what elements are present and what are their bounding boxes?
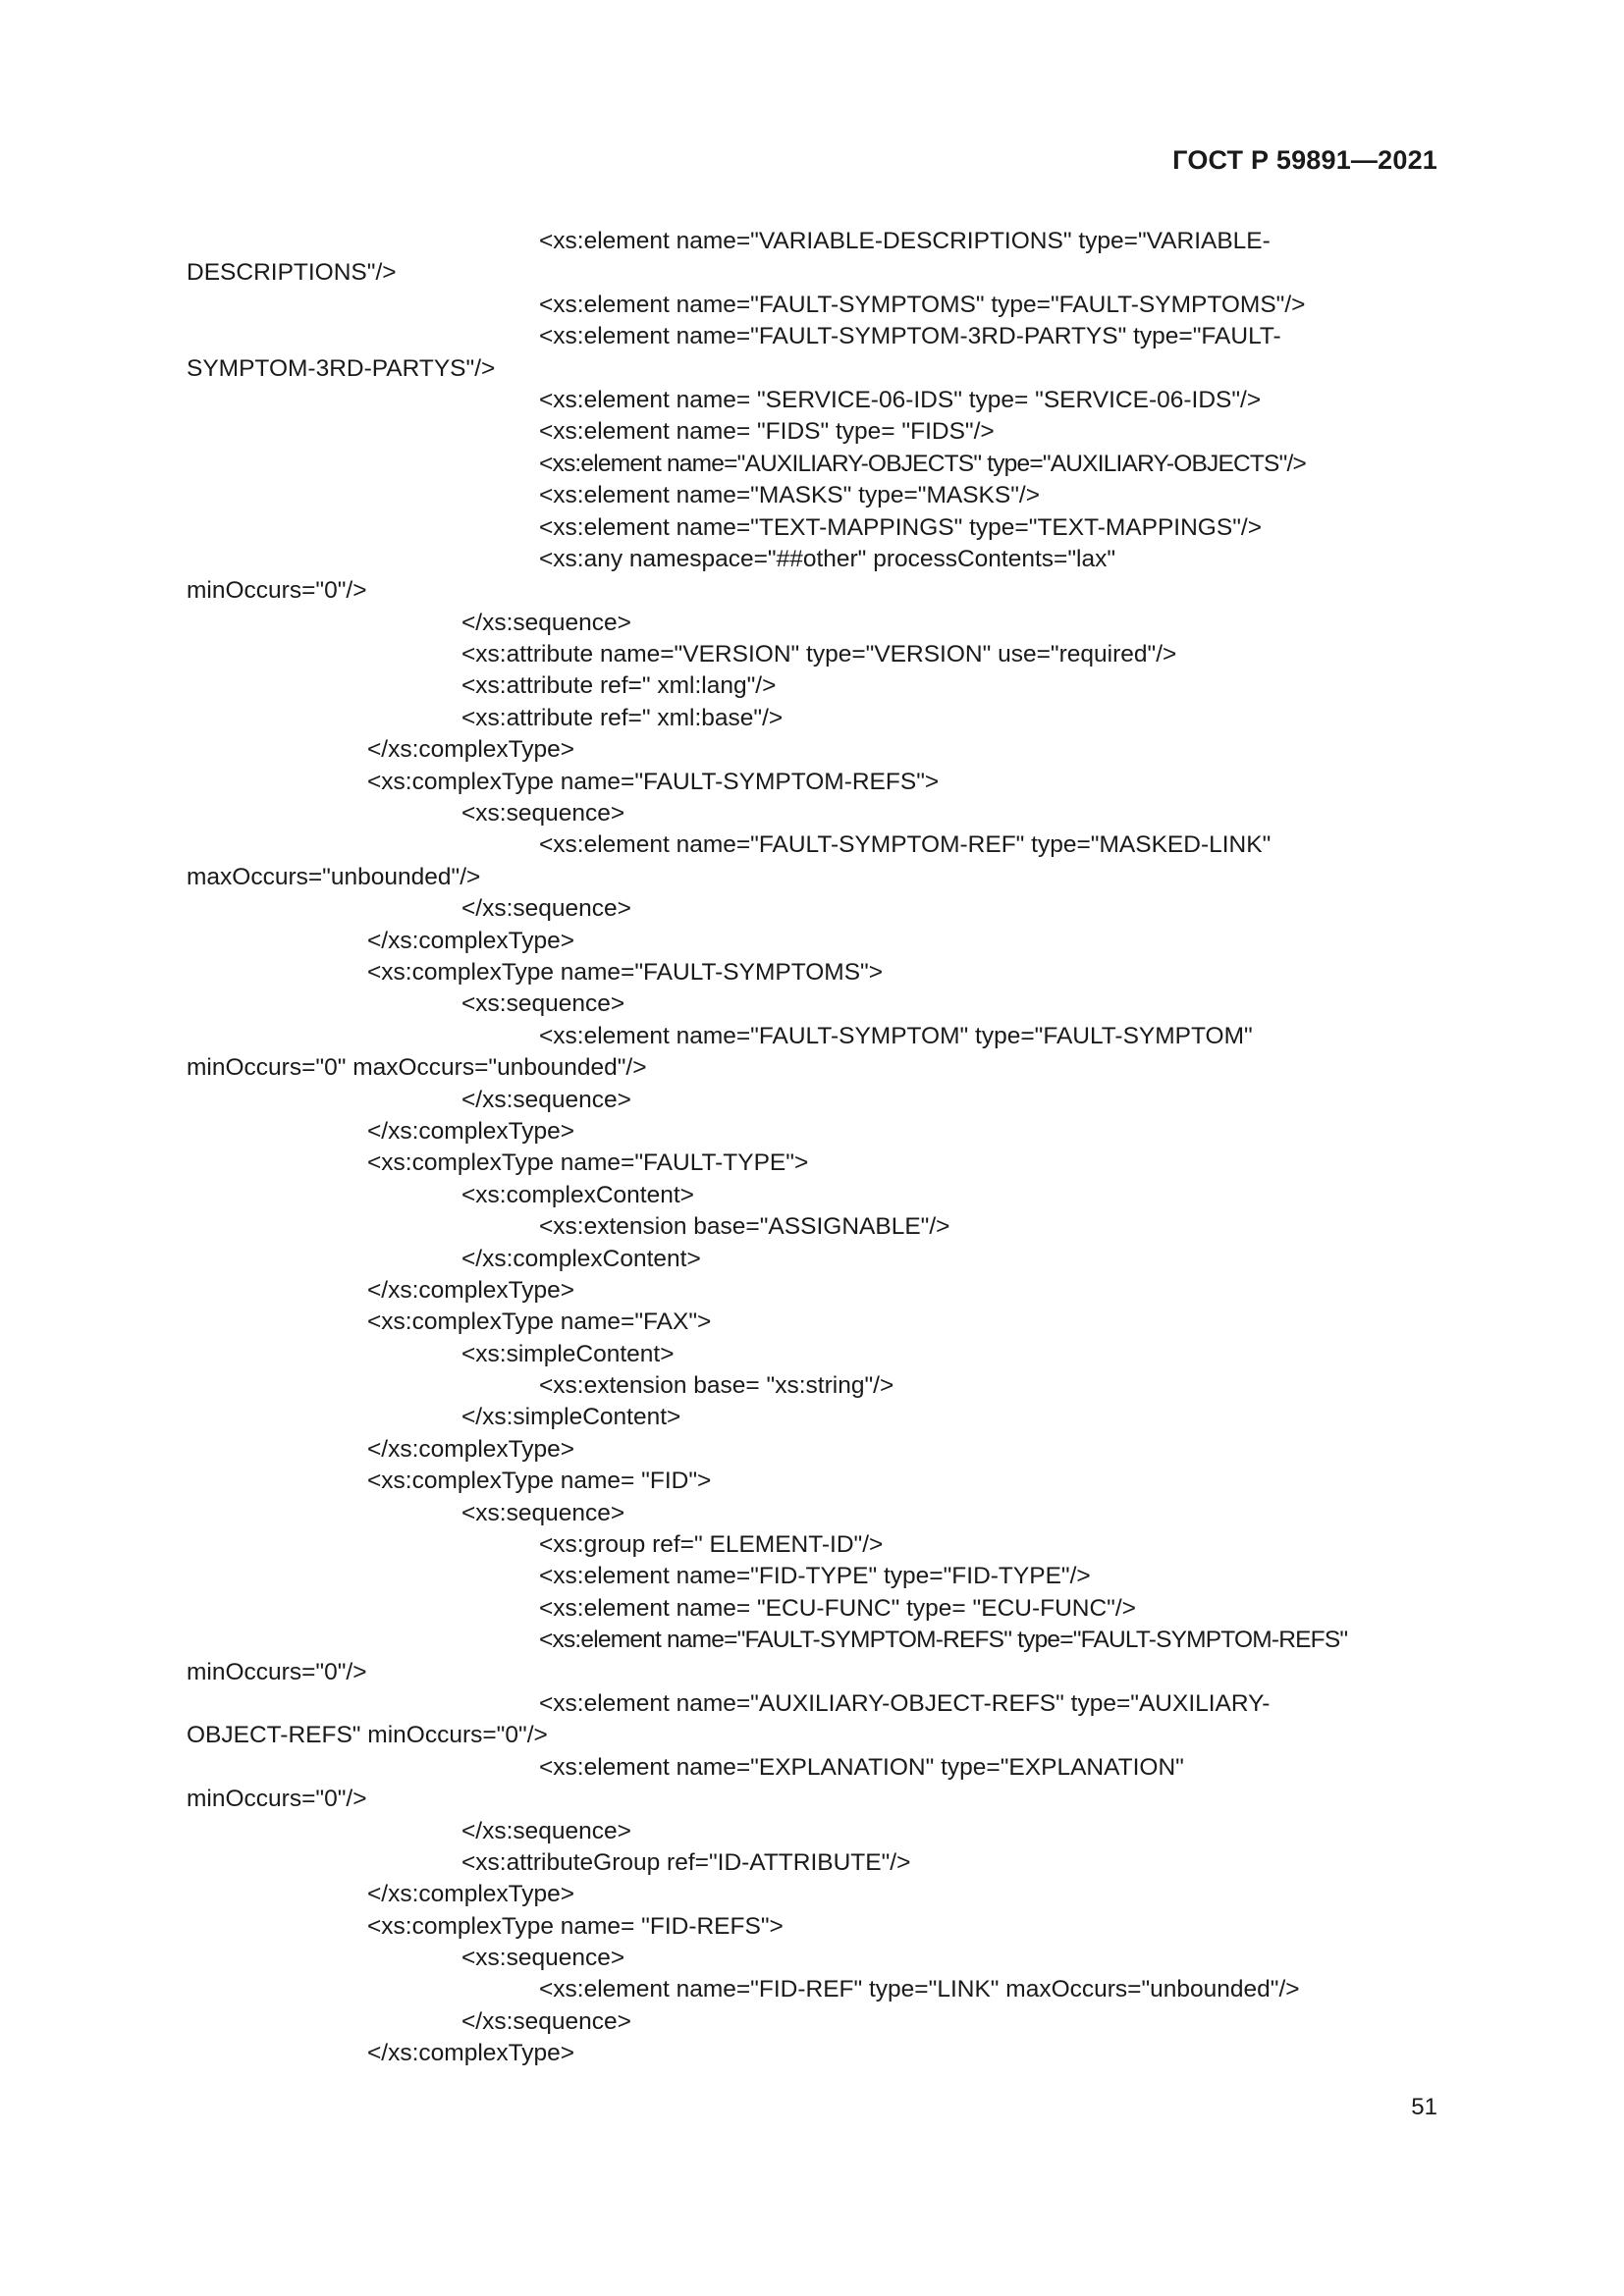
code-line: <xs:element name= "ECU-FUNC" type= "ECU-FUNC"/> — [539, 1594, 1136, 1622]
code-line: OBJECT-REFS" minOccurs="0"/> — [187, 1722, 548, 1749]
code-line: <xs:sequence> — [461, 1499, 625, 1526]
code-line: </xs:complexType> — [367, 736, 575, 764]
code-line: <xs:attribute ref=" xml:lang"/> — [461, 672, 777, 700]
code-line: <xs:complexContent> — [461, 1181, 694, 1208]
code-line: <xs:element name= "FIDS" type= "FIDS"/> — [539, 418, 995, 446]
code-line: <xs:simpleContent> — [461, 1340, 675, 1367]
code-line: <xs:element name="FAULT-SYMPTOMS" type="FAULT-SYMPTOMS"/> — [539, 291, 1306, 318]
code-line: <xs:complexType name="FAX"> — [367, 1308, 712, 1336]
code-line: </xs:complexType> — [367, 1276, 575, 1304]
code-line: </xs:simpleContent> — [461, 1404, 681, 1431]
code-line: <xs:complexType name="FAULT-SYMPTOM-REFS"> — [367, 768, 940, 795]
code-line: minOccurs="0"/> — [187, 1658, 367, 1685]
code-line: </xs:complexType> — [367, 1117, 575, 1145]
code-line: minOccurs="0"/> — [187, 1786, 367, 1813]
page-number: 51 — [1411, 2094, 1437, 2120]
code-line: <xs:element name="AUXILIARY-OBJECT-REFS" type="AUXILIARY- — [539, 1689, 1271, 1717]
code-line: </xs:complexContent> — [461, 1245, 701, 1272]
code-line: <xs:element name="EXPLANATION" type="EXPLANATION" — [539, 1753, 1184, 1781]
code-line: </xs:complexType> — [367, 1435, 575, 1463]
code-line: <xs:attribute name="VERSION" type="VERSION" use="required"/> — [461, 641, 1177, 668]
code-line: </xs:sequence> — [461, 1817, 631, 1844]
code-line: minOccurs="0" maxOccurs="unbounded"/> — [187, 1054, 647, 1082]
code-line: <xs:complexType name= "FID"> — [367, 1468, 712, 1495]
standard-code-header: ГОСТ Р 59891—2021 — [1172, 145, 1437, 175]
code-line: <xs:element name="FAULT-SYMPTOM-REFS" type="FAULT-SYMPTOM-REFS" — [539, 1627, 1348, 1654]
code-line: <xs:attributeGroup ref="ID-ATTRIBUTE"/> — [461, 1848, 911, 1876]
code-line: <xs:group ref=" ELEMENT-ID"/> — [539, 1531, 884, 1559]
code-line: <xs:complexType name="FAULT-SYMPTOMS"> — [367, 958, 884, 986]
code-line: <xs:element name="VARIABLE-DESCRIPTIONS" type="VARIABLE- — [539, 228, 1271, 254]
code-line: </xs:sequence> — [461, 1086, 631, 1113]
code-line: <xs:attribute ref=" xml:base"/> — [461, 704, 784, 731]
code-line: <xs:extension base= "xs:string"/> — [539, 1372, 894, 1400]
code-line: <xs:sequence> — [461, 990, 625, 1018]
code-line: <xs:sequence> — [461, 800, 625, 828]
code-line: minOccurs="0"/> — [187, 577, 367, 605]
code-line: <xs:sequence> — [461, 1945, 625, 1972]
code-line: <xs:element name="FID-REF" type="LINK" maxOccurs="unbounded"/> — [539, 1976, 1300, 2003]
code-line: <xs:element name= "SERVICE-06-IDS" type= "SERVICE-06-IDS"/> — [539, 386, 1262, 413]
xml-schema-listing — [187, 226, 1443, 2070]
code-line: </xs:sequence> — [461, 2007, 631, 2035]
code-line: <xs:element name="FAULT-SYMPTOM-3RD-PARTYS" type="FAULT- — [539, 323, 1281, 350]
code-line: <xs:element name="AUXILIARY-OBJECTS" type="AUXILIARY-OBJECTS"/> — [539, 450, 1306, 477]
code-line: maxOccurs="unbounded"/> — [187, 863, 481, 890]
code-line: <xs:element name="TEXT-MAPPINGS" type="TEXT-MAPPINGS"/> — [539, 513, 1263, 541]
code-line: <xs:complexType name="FAULT-TYPE"> — [367, 1149, 809, 1177]
code-line: </xs:sequence> — [461, 895, 631, 923]
code-line: <xs:any namespace="##other" processContents="lax" — [539, 545, 1116, 572]
code-line: SYMPTOM-3RD-PARTYS"/> — [187, 354, 496, 382]
code-line: </xs:sequence> — [461, 609, 631, 636]
code-line: </xs:complexType> — [367, 927, 575, 954]
code-line: <xs:element name="MASKS" type="MASKS"/> — [539, 482, 1041, 509]
code-line: DESCRIPTIONS"/> — [187, 259, 397, 287]
code-line: <xs:extension base="ASSIGNABLE"/> — [539, 1213, 950, 1241]
code-line: </xs:complexType> — [367, 2040, 575, 2067]
code-line: <xs:element name="FAULT-SYMPTOM-REF" type="MASKED-LINK" — [539, 831, 1272, 859]
code-line: <xs:element name="FAULT-SYMPTOM" type="FAULT-SYMPTOM" — [539, 1022, 1253, 1049]
code-line: <xs:complexType name= "FID-REFS"> — [367, 1912, 784, 1940]
code-line: </xs:complexType> — [367, 1881, 575, 1908]
code-line: <xs:element name="FID-TYPE" type="FID-TYPE"/> — [539, 1563, 1091, 1590]
